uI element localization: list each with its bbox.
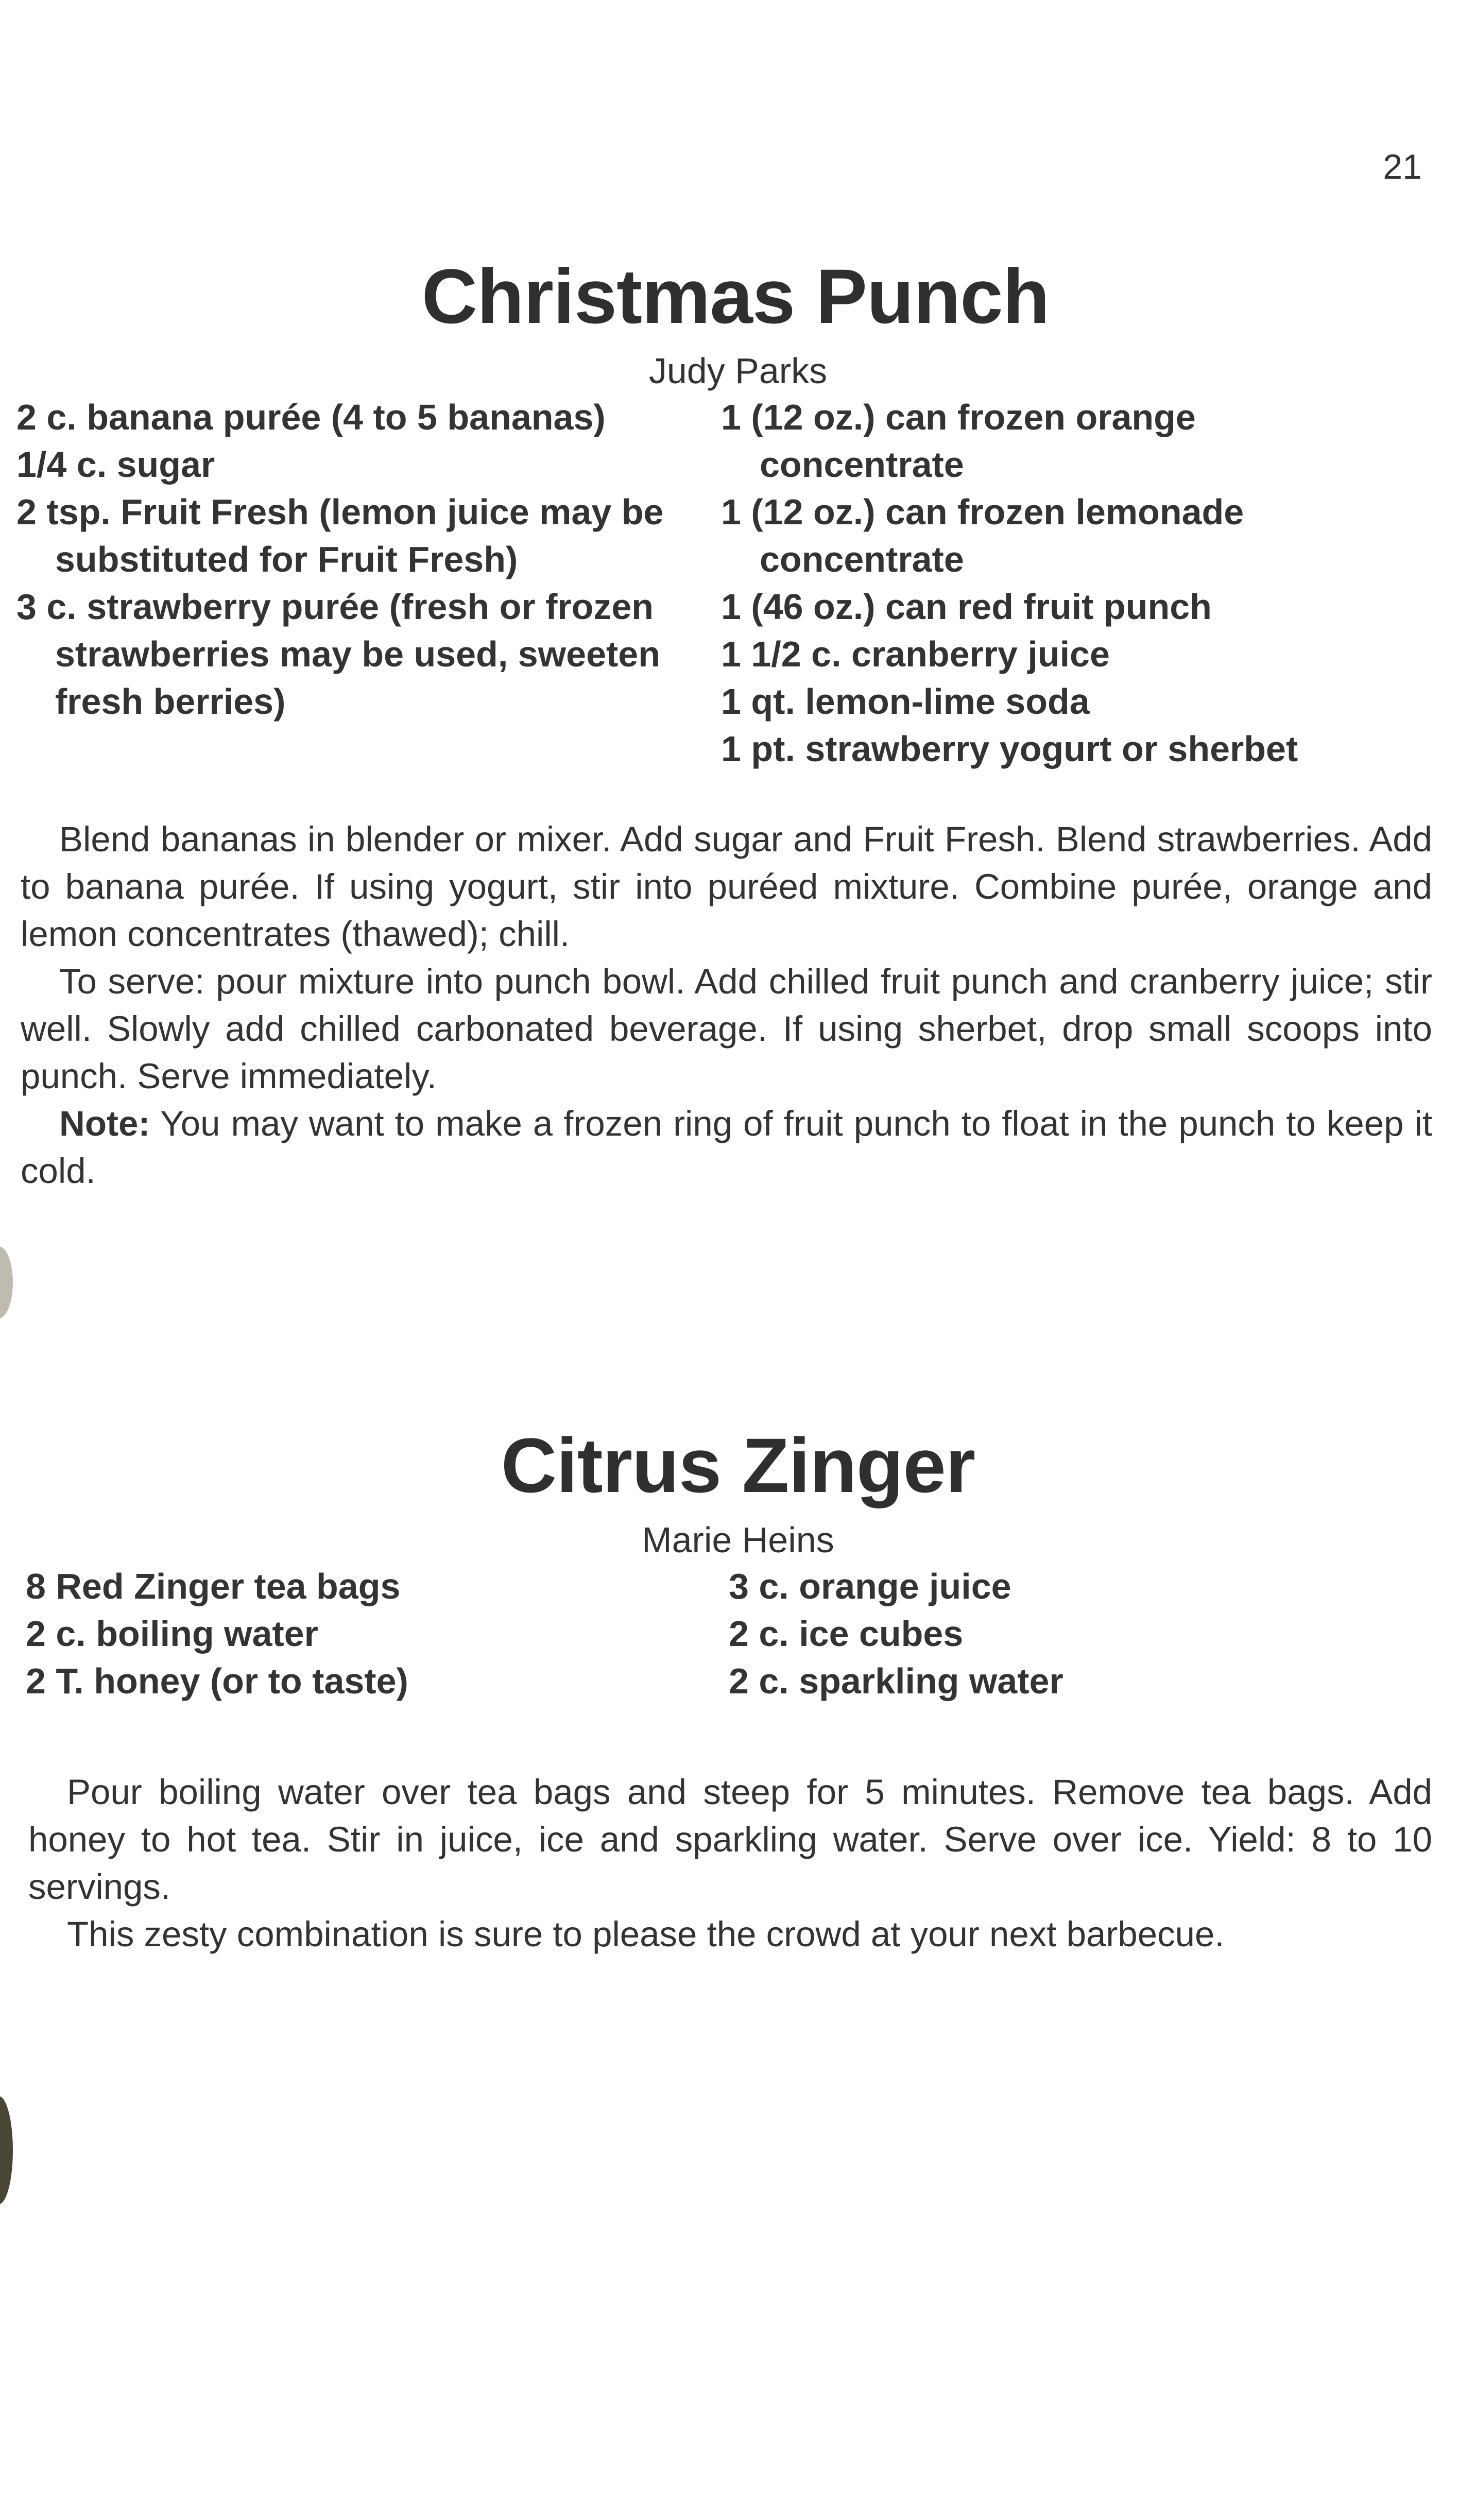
recipe-author: Marie Heins — [642, 1520, 834, 1560]
note-label: Note: — [59, 1104, 150, 1143]
note-paragraph — [21, 1100, 1432, 1195]
ingredient: 2 c. ice cubes — [729, 1614, 964, 1654]
recipe-author: Judy Parks — [648, 351, 828, 391]
ingredients-list — [0, 393, 1476, 785]
ingredient: 3 c. strawberry purée (fresh or frozen strawberries may be used, sweeten fresh berries) — [16, 587, 660, 722]
ingredients-column-right — [729, 1563, 1398, 1705]
binding-hole-mark — [0, 1246, 13, 1318]
recipe-title: Christmas Punch — [421, 253, 1050, 339]
ingredient: 1 qt. lemon-lime soda — [721, 681, 1090, 722]
ingredient: 1 1/2 c. cranberry juice — [721, 634, 1110, 674]
recipe-citrus-zinger — [0, 1422, 1476, 1958]
ingredient: 1/4 c. sugar — [16, 444, 215, 485]
directions — [21, 816, 1432, 1195]
ingredient: 2 T. honey (or to taste) — [26, 1661, 408, 1701]
ingredient: 1 (12 oz.) can frozen orange concentrate — [721, 397, 1196, 485]
recipe-christmas-punch — [0, 253, 1476, 1195]
directions — [28, 1769, 1432, 1958]
direction-paragraph: Pour boiling water over tea bags and steep for 5 minutes. Remove tea bags. Add honey to hot tea. Stir in juice, ice and sparkling water. Serve over ice. Yield: 8 to 10 servings. — [28, 1772, 1432, 1907]
page-number: 21 — [1383, 147, 1422, 186]
ingredient: 2 c. sparkling water — [729, 1661, 1063, 1701]
direction-paragraph: This zesty combination is sure to please the crowd at your next barbecue. — [67, 1914, 1225, 1954]
ingredients-column-left — [16, 393, 696, 725]
ingredient: 2 c. banana purée (4 to 5 bananas) — [16, 397, 606, 437]
note-text: You may want to make a frozen ring of fruit punch to float in the punch to keep it cold. — [21, 1104, 1432, 1191]
ingredient: 3 c. orange juice — [729, 1566, 1011, 1606]
ingredient: 1 (46 oz.) can red fruit punch — [721, 587, 1212, 627]
ingredient: 1 pt. strawberry yogurt or sherbet — [721, 729, 1298, 769]
ingredients-list — [0, 1563, 1476, 1717]
ingredients-column-left — [26, 1563, 695, 1705]
ingredient: 2 tsp. Fruit Fresh (lemon juice may be substituted for Fruit Fresh) — [16, 492, 664, 579]
direction-paragraph: To serve: pour mixture into punch bowl. Add chilled fruit punch and cranberry juice; stir well. Slowly add chilled carbonated beverage. If using sherbet, drop small scoops into punch. Serve immediately. — [21, 962, 1432, 1096]
ingredient: 8 Red Zinger tea bags — [26, 1566, 401, 1606]
recipe-title: Citrus Zinger — [501, 1422, 975, 1508]
ingredients-column-right — [721, 393, 1391, 773]
direction-paragraph: Blend bananas in blender or mixer. Add sugar and Fruit Fresh. Blend strawberries. Add to banana purée. If using yogurt, stir into puréed mixture. Combine purée, orange and lemon concentrates (thawed); chill. — [21, 819, 1432, 954]
ingredient: 2 c. boiling water — [26, 1614, 318, 1654]
ingredient: 1 (12 oz.) can frozen lemonade concentrate — [721, 492, 1244, 579]
binding-hole-mark — [0, 2096, 13, 2204]
